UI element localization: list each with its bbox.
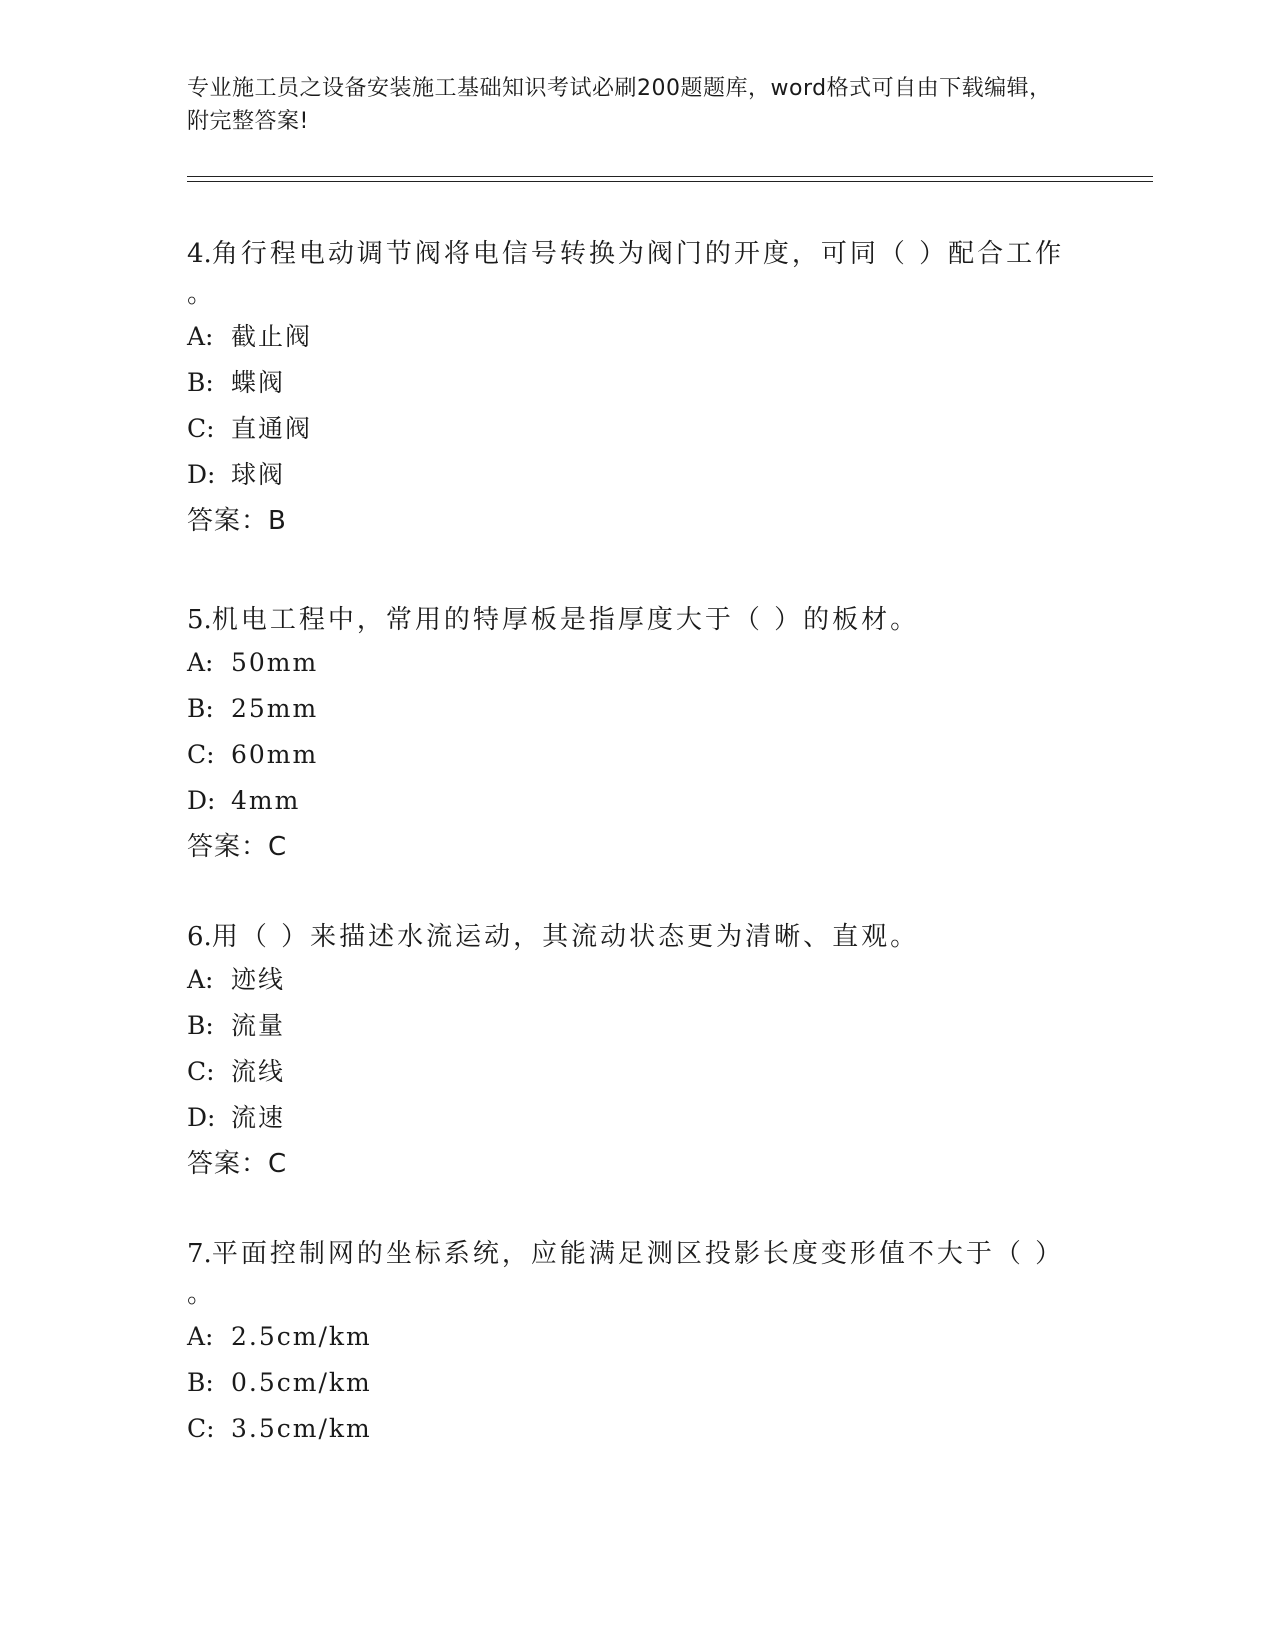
option-text: 蝶阀: [231, 368, 286, 397]
option-key: A:: [187, 648, 214, 677]
answer: 答案：B: [187, 506, 287, 536]
question-text: [187, 234, 1087, 274]
option-b: [187, 686, 1087, 732]
question-body: 用（ ）来描述水流运动，其流动状态更为清晰、直观。: [211, 922, 920, 952]
option-key: C:: [187, 1414, 215, 1443]
option-text: 流量: [231, 1011, 286, 1040]
question-body: 平面控制网的坐标系统，应能满足测区投影长度变形值不大于（ ）: [211, 1239, 1065, 1269]
header-divider-bottom: [187, 181, 1153, 182]
option-text: 流线: [231, 1057, 286, 1086]
document-title: 专业施工员之设备安装施工基础知识考试必刷200题题库，word格式可自由下载编辑，附完整答案!: [187, 76, 1052, 134]
question-4: [187, 234, 1087, 544]
option-text: 直通阀: [231, 414, 313, 443]
question-number: 4.: [187, 239, 212, 269]
answer: 答案：C: [187, 1149, 288, 1179]
option-text: 球阀: [231, 460, 286, 489]
option-key: C:: [187, 740, 215, 769]
option-key: D:: [187, 460, 216, 489]
question-continuation: 。: [187, 279, 214, 309]
option-b: [187, 360, 1087, 406]
document-header: [187, 72, 1067, 138]
option-text: 3.5cm/km: [231, 1414, 372, 1443]
option-key: D:: [187, 1103, 216, 1132]
option-a: [187, 957, 1087, 1003]
option-text: 0.5cm/km: [231, 1368, 372, 1397]
answer: 答案：C: [187, 832, 288, 862]
option-key: A:: [187, 965, 214, 994]
option-text: 截止阀: [231, 322, 313, 351]
option-key: C:: [187, 1057, 215, 1086]
question-body: 角行程电动调节阀将电信号转换为阀门的开度，可同（ ）配合工作: [211, 239, 1065, 269]
question-6: [187, 917, 1087, 1187]
option-key: B:: [187, 1368, 214, 1397]
question-number: 6.: [187, 922, 212, 952]
question-5: [187, 600, 1087, 870]
option-d: [187, 1095, 1087, 1141]
option-text: 25mm: [231, 694, 319, 723]
question-text: [187, 917, 1087, 957]
question-text: [187, 600, 1087, 640]
option-text: 50mm: [231, 648, 319, 677]
option-key: B:: [187, 694, 214, 723]
option-b: [187, 1003, 1087, 1049]
question-text: [187, 1234, 1087, 1274]
option-c: [187, 732, 1087, 778]
option-b: [187, 1360, 1087, 1406]
question-7: [187, 1234, 1087, 1452]
question-body: 机电工程中，常用的特厚板是指厚度大于（ ）的板材。: [211, 605, 920, 635]
option-text: 流速: [231, 1103, 286, 1132]
option-key: B:: [187, 1011, 214, 1040]
option-key: D:: [187, 786, 216, 815]
option-key: B:: [187, 368, 214, 397]
option-key: A:: [187, 1322, 214, 1351]
option-c: [187, 1406, 1087, 1452]
option-c: [187, 1049, 1087, 1095]
header-divider-top: [187, 176, 1153, 177]
option-a: [187, 1314, 1087, 1360]
question-number: 7.: [187, 1239, 212, 1269]
option-c: [187, 406, 1087, 452]
option-a: [187, 314, 1087, 360]
option-d: [187, 778, 1087, 824]
option-key: C:: [187, 414, 215, 443]
option-text: 2.5cm/km: [231, 1322, 372, 1351]
option-d: [187, 452, 1087, 498]
question-number: 5.: [187, 605, 212, 635]
option-a: [187, 640, 1087, 686]
option-text: 4mm: [231, 786, 301, 815]
option-text: 60mm: [231, 740, 319, 769]
question-continuation: 。: [187, 1279, 214, 1309]
option-key: A:: [187, 322, 214, 351]
option-text: 迹线: [231, 965, 286, 994]
